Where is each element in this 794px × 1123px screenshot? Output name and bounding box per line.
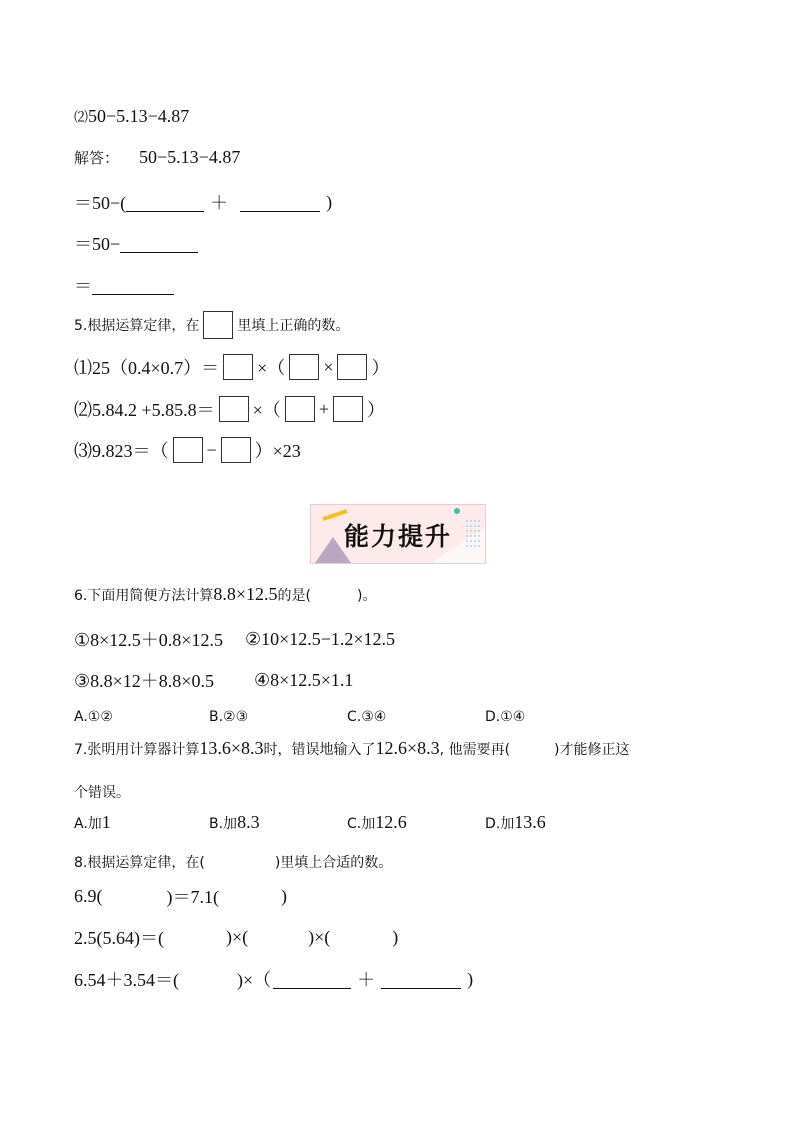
q5-part2-times-open: ×（	[252, 400, 281, 420]
q5-part3-box-1[interactable]	[173, 437, 203, 463]
q8-line-2	[74, 924, 398, 950]
q7-stem-a: 7.张明用计算器计算	[74, 741, 200, 758]
q7-stem-f: )才能修正这	[554, 741, 630, 758]
q4-step2-blank[interactable]	[120, 234, 198, 253]
q8-stem-b: )里填上合适的数。	[274, 855, 393, 871]
q6-options-row-2	[74, 667, 353, 693]
q7-choice-d-letter: D.加	[485, 816, 515, 832]
q8-line-3	[74, 966, 473, 992]
q7-stem-expr-1: 13.6×8.3	[199, 738, 264, 758]
q7-stem-e: , 他需要再(	[439, 741, 511, 758]
q6-option-1: ①8×12.5＋0.8×12.5	[74, 630, 223, 650]
q5-part1-times-open: ×（	[257, 358, 286, 378]
q8-line2-a: 2.5(5.64)＝(	[74, 928, 164, 948]
q5-part1-times: ×	[323, 356, 334, 377]
q8-stem	[74, 852, 392, 872]
q8-line3-blank-3[interactable]	[381, 970, 461, 989]
q4-step1-blank-2[interactable]	[240, 193, 320, 212]
q6-stem-a: 6.下面用简便方法计算	[74, 587, 214, 604]
q8-line2-d: )	[392, 926, 399, 947]
q5-part2-expr: ⑵5.84.2 +5.85.8＝	[74, 400, 215, 420]
ability-banner	[310, 504, 486, 564]
q8-stem-a: 8.根据运算定律，在(	[74, 855, 205, 871]
q5-part3-minus: −	[206, 439, 217, 460]
q5-part1-box-2[interactable]	[289, 354, 319, 380]
q8-line1-c: )	[281, 885, 287, 906]
q6-choice-a[interactable]: A.①②	[74, 709, 113, 725]
q5-part2	[74, 396, 385, 422]
q5-part3-close: ）×23	[254, 441, 301, 461]
q7-stem-continued	[74, 782, 130, 802]
q4-step2-prefix: ＝50−	[74, 234, 121, 254]
q6-stem-c: 的是(	[277, 587, 311, 604]
q6-option-2: ②10×12.5−1.2×12.5	[244, 628, 396, 649]
q5-part2-plus: +	[318, 398, 329, 419]
q6-choice-d[interactable]: D.①④	[485, 709, 526, 725]
q4-step3-blank[interactable]	[92, 276, 174, 295]
q7-choice-a[interactable]	[74, 812, 111, 833]
q6-option-3: ③8.8×12＋8.8×0.5	[74, 671, 214, 691]
q8-line-1	[74, 883, 287, 909]
q6-options-row-1	[74, 626, 395, 652]
q4-step1-line	[74, 189, 332, 215]
q8-line3-plus: ＋	[357, 970, 376, 990]
q4-part2-expression: 50−5.13−4.87	[88, 106, 190, 126]
q8-line3-a: 6.54＋3.54＝(	[74, 970, 179, 990]
q7-choice-c-value: 12.6	[375, 812, 407, 832]
q4-part2-line	[74, 106, 189, 127]
q5-stem-text-a: 5.根据运算定律，在	[74, 318, 200, 334]
q5-part1-close: ）	[371, 358, 390, 378]
q4-step1-blank-1[interactable]	[126, 193, 204, 212]
q7-stem-expr-2: 12.6×8.3	[375, 738, 440, 758]
q6-stem-d: )。	[356, 587, 377, 604]
q5-part3-box-2[interactable]	[221, 437, 251, 463]
q4-answer-line	[74, 147, 240, 168]
q5-part3-expr: ⑶9.823＝（	[74, 441, 169, 461]
q5-part1-box-1[interactable]	[223, 354, 253, 380]
q5-part2-close: ）	[366, 400, 385, 420]
q8-line2-b: )×(	[225, 926, 249, 947]
q4-answer-label: 解答：	[74, 149, 120, 167]
q5-part1-expr: ⑴25（0.4×0.7）＝	[74, 358, 220, 378]
q4-step3-line	[74, 272, 180, 298]
q5-part2-box-1[interactable]	[219, 396, 249, 422]
q4-step1-close: )	[326, 191, 333, 212]
q6-choice-b[interactable]: B.②③	[209, 709, 249, 725]
q5-part3	[74, 437, 301, 463]
q7-stem	[74, 738, 630, 759]
q6-option-4: ④8×12.5×1.1	[253, 669, 354, 690]
q5-part2-box-2[interactable]	[285, 396, 315, 422]
q6-stem-expr: 8.8×12.5	[213, 584, 278, 604]
q6-stem	[74, 584, 376, 605]
q7-choice-c-letter: C.加	[347, 816, 376, 832]
q4-step1-plus: ＋	[210, 193, 229, 213]
q5-part1	[74, 354, 389, 380]
q4-step2-line	[74, 230, 204, 256]
q5-stem-text-b: 里填上正确的数。	[237, 318, 350, 334]
q5-stem-box	[203, 311, 233, 339]
q4-part2-label: ⑵	[74, 109, 88, 126]
q7-stem-c: 时，错误地输入了	[263, 741, 376, 758]
q7-choice-d[interactable]	[485, 812, 546, 833]
q8-line3-close: )	[467, 968, 474, 989]
q7-choice-b[interactable]	[209, 812, 260, 833]
q7-choice-b-value: 8.3	[237, 812, 260, 832]
q8-line1-a: 6.9(	[74, 885, 103, 906]
q4-answer-expression: 50−5.13−4.87	[139, 147, 241, 167]
q8-line1-b: )＝7.1(	[166, 887, 219, 907]
q5-part2-box-3[interactable]	[333, 396, 363, 422]
q8-line2-c: )×(	[308, 926, 331, 947]
q6-choice-c[interactable]: C.③④	[347, 709, 387, 725]
q8-line3-b: )×（	[237, 970, 272, 990]
q4-step1-prefix: ＝50−(	[74, 193, 127, 213]
q5-part1-box-3[interactable]	[337, 354, 367, 380]
q7-choice-d-value: 13.6	[514, 812, 546, 832]
banner-title: 能力提升	[343, 522, 452, 551]
q7-choice-a-letter: A.加	[74, 816, 102, 832]
q4-step3-prefix: ＝	[74, 276, 92, 296]
q5-stem	[74, 311, 349, 339]
q7-choice-c[interactable]	[347, 812, 407, 833]
q7-choice-a-value: 1	[101, 812, 111, 832]
q7-choice-b-letter: B.加	[209, 816, 238, 832]
q7-stem-g: 个错误。	[74, 785, 130, 801]
q8-line3-blank-2[interactable]	[273, 970, 351, 989]
